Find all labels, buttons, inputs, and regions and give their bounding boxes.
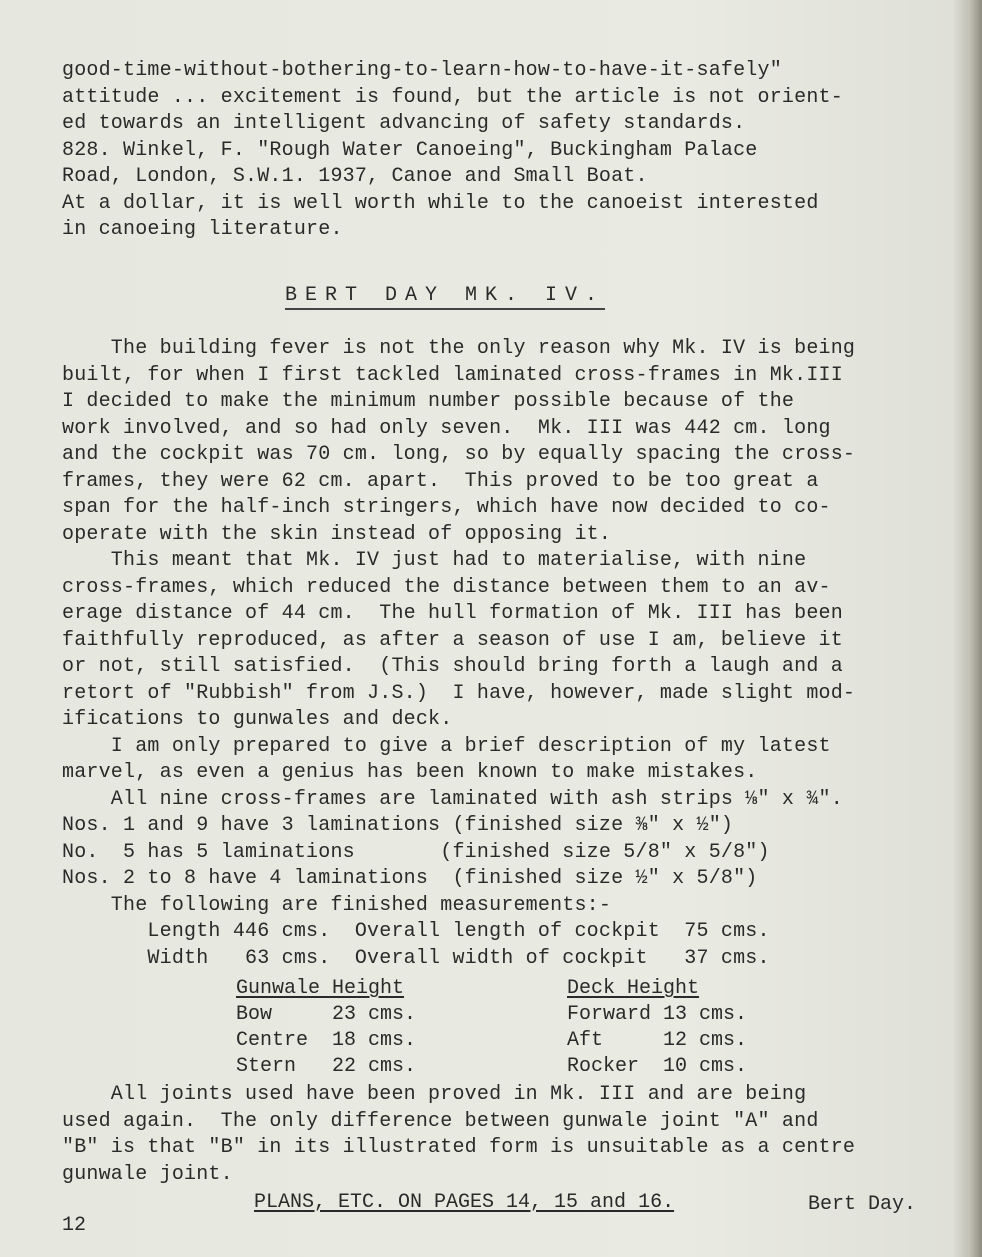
plans-reference-link[interactable]: PLANS, ETC. ON PAGES 14, 15 and 16. bbox=[254, 1191, 675, 1214]
body-line: I am only prepared to give a brief description of my latest bbox=[62, 734, 831, 758]
intro-line: attitude ... excitement is found, but the article is not orient- bbox=[62, 85, 843, 109]
body-line: frames, they were 62 cm. apart. This proved to be too great a bbox=[62, 469, 819, 493]
body-line: faithfully reproduced, as after a season of use I am, believe it bbox=[62, 628, 843, 652]
body-line: and the cockpit was 70 cm. long, so by equally spacing the cross- bbox=[62, 443, 856, 466]
body-line: marvel, as even a genius has been known to make mistakes. bbox=[62, 761, 758, 784]
body-line: Nos. 1 and 9 have 3 laminations (finished size ⅜" x ½") bbox=[62, 814, 734, 837]
intro-line: ed towards an intelligent advancing of safety standards. bbox=[62, 112, 746, 135]
gunwale-row-centre: Centre 18 cms. bbox=[236, 1029, 417, 1052]
closing-line: "B" is that "B" in its illustrated form is unsuitable as a centre bbox=[62, 1136, 856, 1159]
body-line: No. 5 has 5 laminations (finished size 5/8" x 5/8") bbox=[62, 840, 770, 864]
body-line: span for the half-inch stringers, which have now decided to co- bbox=[62, 496, 831, 519]
intro-line: Road, London, S.W.1. 1937, Canoe and Small Boat. bbox=[62, 165, 648, 188]
body-line: The following are finished measurements:- bbox=[62, 893, 612, 917]
closing-line: gunwale joint. bbox=[62, 1162, 233, 1186]
body-line: Width 63 cms. Overall width of cockpit 37 cms. bbox=[62, 946, 770, 970]
closing-line: used again. The only difference between gunwale joint "A" and bbox=[62, 1109, 819, 1133]
page-number: 12 bbox=[62, 1214, 87, 1237]
body-line: I decided to make the minimum number possible because of the bbox=[62, 390, 795, 413]
page-gutter bbox=[968, 0, 982, 1257]
body-line: operate with the skin instead of opposing it. bbox=[62, 522, 612, 546]
body-line: retort of "Rubbish" from J.S.) I have, however, made slight mod- bbox=[62, 681, 856, 705]
deck-heading: Deck Height bbox=[567, 977, 700, 1000]
body-line: This meant that Mk. IV just had to materialise, with nine bbox=[62, 549, 807, 572]
closing-line: All joints used have been proved in Mk. III and are being bbox=[62, 1083, 807, 1106]
deck-row-rocker: Rocker 10 cms. bbox=[567, 1055, 748, 1078]
deck-row-aft: Aft 12 cms. bbox=[567, 1029, 748, 1052]
body-line: Length 446 cms. Overall length of cockpit 75 cms. bbox=[62, 920, 770, 943]
intro-line: At a dollar, it is well worth while to the canoeist interested bbox=[62, 191, 819, 215]
body-line: cross-frames, which reduced the distance between them to an av- bbox=[62, 575, 831, 599]
gunwale-row-bow: Bow 23 cms. bbox=[236, 1003, 417, 1026]
deck-row-forward: Forward 13 cms. bbox=[567, 1003, 748, 1026]
body-line: or not, still satisfied. (This should bring forth a laugh and a bbox=[62, 655, 843, 678]
intro-line: in canoeing literature. bbox=[62, 218, 343, 241]
gunwale-heading: Gunwale Height bbox=[236, 977, 405, 1000]
author-signature: Bert Day. bbox=[808, 1193, 917, 1216]
body-line: Nos. 2 to 8 have 4 laminations (finished size ½" x 5/8") bbox=[62, 867, 758, 890]
intro-line: good-time-without-bothering-to-learn-how-to-have-it-safely" bbox=[62, 59, 782, 82]
gunwale-row-stern: Stern 22 cms. bbox=[236, 1055, 417, 1078]
body-line: The building fever is not the only reason why Mk. IV is being bbox=[62, 337, 856, 360]
body-line: work involved, and so had only seven. Mk. III was 442 cm. long bbox=[62, 416, 831, 440]
body-line: All nine cross-frames are laminated with ash strips ⅛" x ¾". bbox=[62, 787, 843, 811]
intro-line: 828. Winkel, F. "Rough Water Canoeing", Buckingham Palace bbox=[62, 138, 758, 162]
body-line: erage distance of 44 cm. The hull formation of Mk. III has been bbox=[62, 602, 843, 625]
body-line: built, for when I first tackled laminated cross-frames in Mk.III bbox=[62, 363, 843, 387]
article-title: BERT DAY MK. IV. bbox=[285, 284, 605, 310]
body-line: ifications to gunwales and deck. bbox=[62, 708, 453, 731]
